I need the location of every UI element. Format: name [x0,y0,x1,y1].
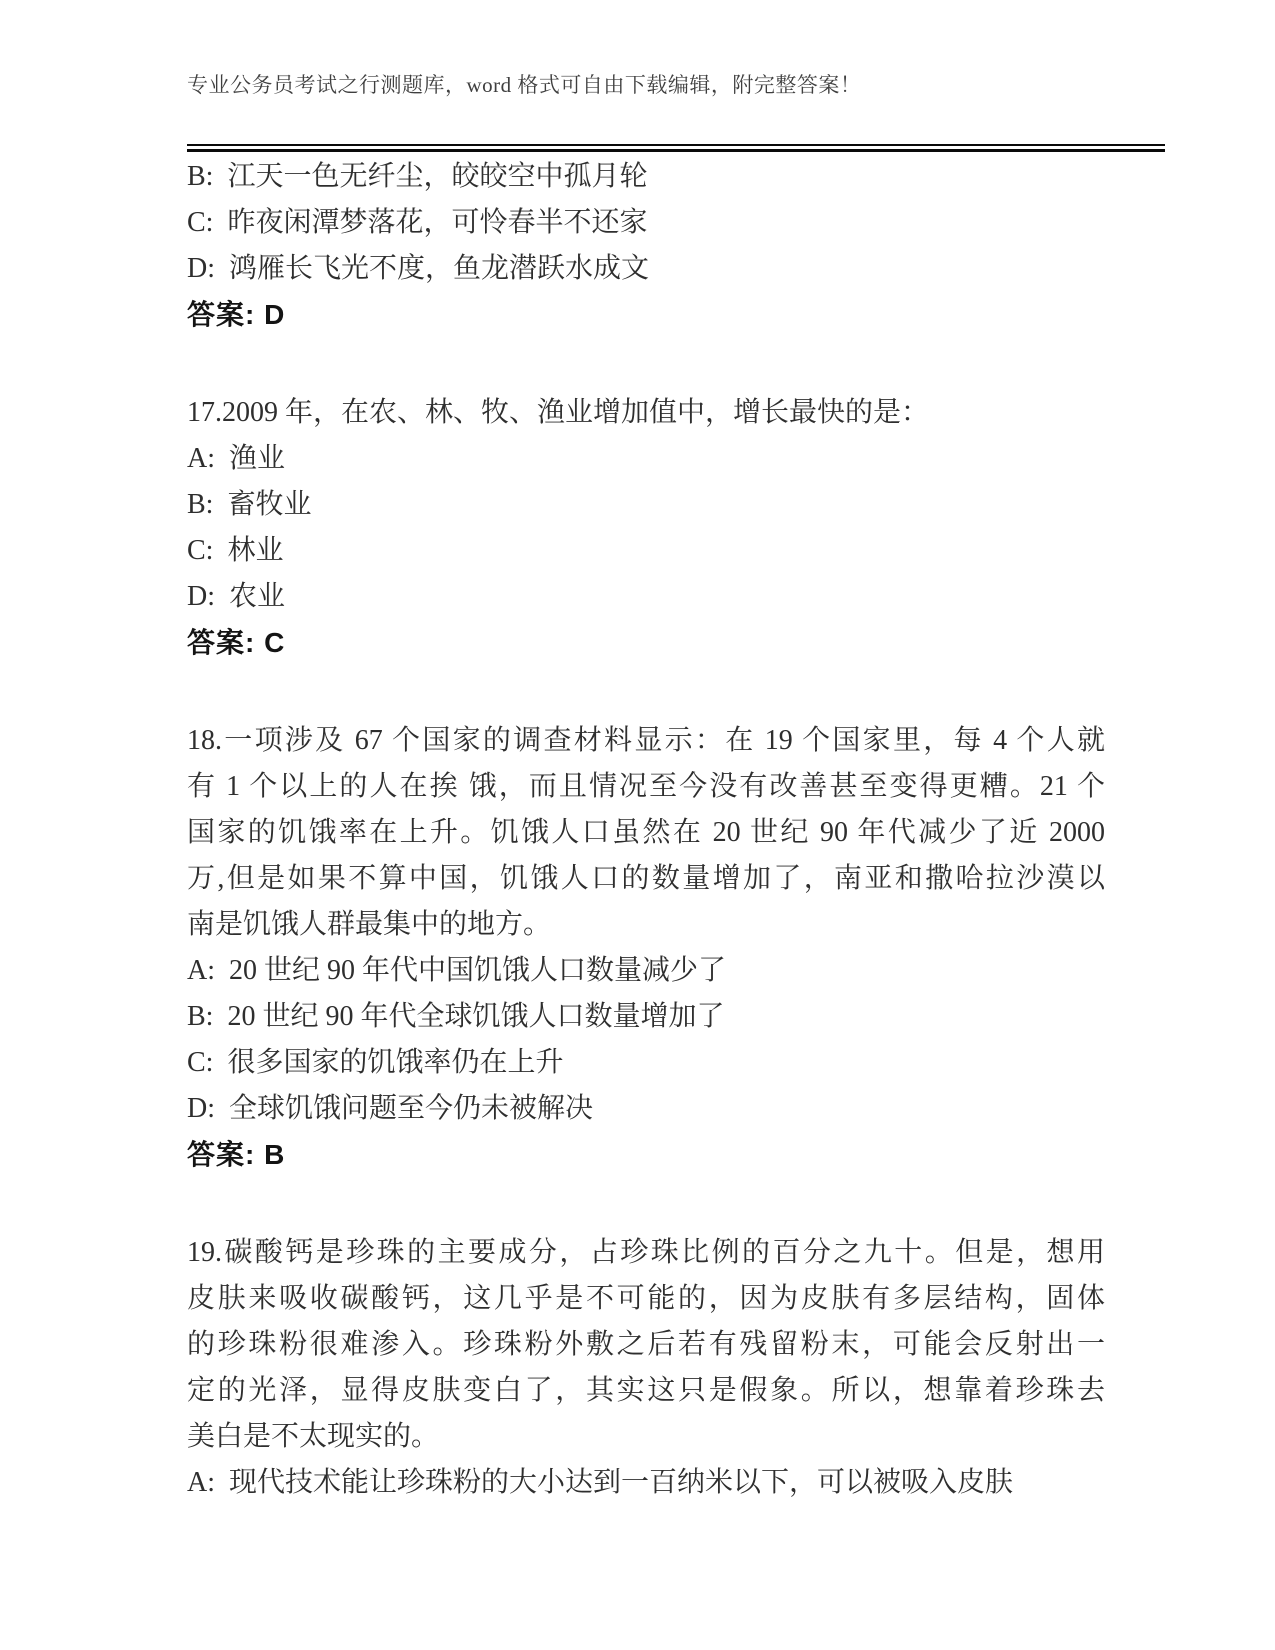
option-label: C: [187,1047,214,1078]
option-label: A: [187,443,215,474]
question-16-option-c [187,200,1105,246]
option-text: 林业 [227,535,284,566]
question-19-stem-line: 的珍珠粉很难渗入。珍珠粉外敷之后若有残留粉末，可能会反射出一 [187,1329,1105,1360]
question-19-stem-line: 定的光泽，显得皮肤变白了，其实这只是假象。所以，想靠着珍珠去 [187,1375,1105,1406]
question-17-option-c [187,528,1105,574]
question-16-block [187,154,1105,338]
option-text: 很多国家的饥饿率仍在上升 [227,1047,564,1078]
option-text: 农业 [229,581,286,612]
question-19-stem-line: 美白是不太现实的。 [187,1421,440,1452]
question-18-stem-line: 有 1 个以上的人在挨 饿，而且情况至今没有改善甚至变得更糟。21 个 [187,771,1105,802]
question-18-stem-line: 18.一项涉及 67 个国家的调查材料显示：在 19 个国家里，每 4 个人就 [187,725,1105,756]
question-19-stem-line: 19.碳酸钙是珍珠的主要成分，占珍珠比例的百分之九十。但是，想用 [187,1237,1105,1268]
question-17-option-d [187,574,1105,620]
question-19-block [187,1230,1105,1506]
question-18-option-c [187,1040,1105,1086]
question-16-option-b [187,154,1105,200]
question-16-answer: 答案: D [187,299,286,330]
question-17-option-b [187,482,1105,528]
option-label: C: [187,535,214,566]
question-17-block [187,390,1105,666]
question-19-stem-line: 皮肤来吸收碳酸钙，这几乎是不可能的，因为皮肤有多层结构，固体 [187,1283,1105,1314]
question-18-option-a [187,948,1105,994]
option-label: B: [187,161,214,192]
option-text: 现代技术能让珍珠粉的大小达到一百纳米以下，可以被吸入皮肤 [229,1467,1014,1498]
option-label: B: [187,1001,214,1032]
question-16-option-d [187,246,1105,292]
question-18-stem-line: 万,但是如果不算中国，饥饿人口的数量增加了，南亚和撒哈拉沙漠以 [187,863,1105,894]
option-text: 渔业 [229,443,286,474]
option-text: 20 世纪 90 年代全球饥饿人口数量增加了 [227,1001,725,1032]
question-17-option-a [187,436,1105,482]
option-label: B: [187,489,214,520]
question-18-stem-line: 国家的饥饿率在上升。饥饿人口虽然在 20 世纪 90 年代减少了近 2000 [187,817,1105,848]
option-label: D: [187,581,215,612]
option-text: 畜牧业 [227,489,312,520]
option-label: C: [187,207,214,238]
option-label: A: [187,955,215,986]
header-divider-rule [187,144,1165,152]
question-17-answer: 答案: C [187,627,286,658]
option-label: D: [187,253,215,284]
question-17-stem: 17.2009 年，在农、林、牧、渔业增加值中，增长最快的是： [187,397,930,428]
option-label: A: [187,1467,215,1498]
question-18-block [187,718,1105,1178]
question-18-option-d [187,1086,1105,1132]
question-18-answer: 答案: B [187,1139,286,1170]
header-note: 专业公务员考试之行测题库，word 格式可自由下载编辑，附完整答案！ [187,73,862,97]
option-text: 江天一色无纤尘，皎皎空中孤月轮 [227,161,648,192]
question-19-option-a [187,1460,1105,1506]
question-18-stem-line: 南是饥饿人群最集中的地方。 [187,909,552,940]
option-label: D: [187,1093,215,1124]
document-content [187,154,1105,1506]
question-18-option-b [187,994,1105,1040]
option-text: 鸿雁长飞光不度，鱼龙潜跃水成文 [229,253,650,284]
option-text: 全球饥饿问题至今仍未被解决 [229,1093,594,1124]
option-text: 昨夜闲潭梦落花，可怜春半不还家 [227,207,648,238]
option-text: 20 世纪 90 年代中国饥饿人口数量减少了 [229,955,727,986]
